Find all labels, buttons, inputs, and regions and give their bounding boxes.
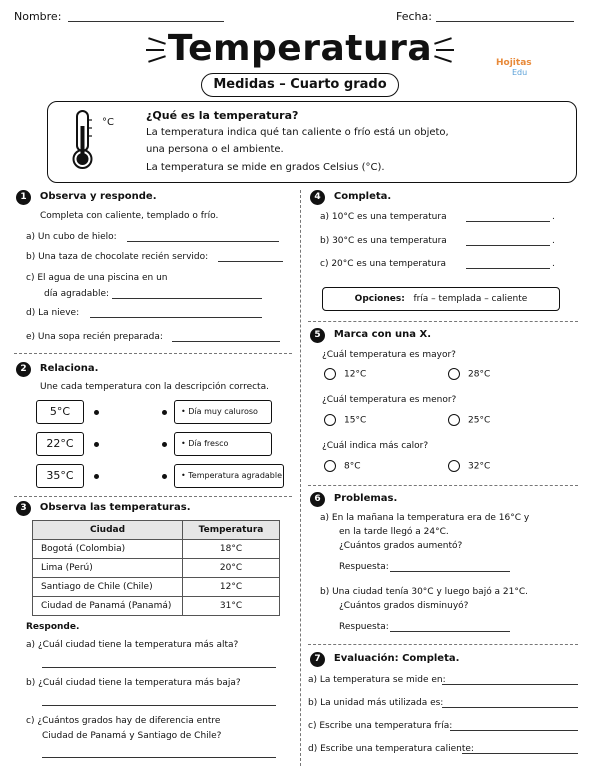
question-a: a) Un cubo de hielo: <box>26 232 117 242</box>
page-subtitle: Medidas – Cuarto grado <box>201 73 399 97</box>
section-3-header <box>16 501 191 516</box>
section-title: Completa. <box>333 191 392 202</box>
intro-line: La temperatura indica qué tan caliente o frío está un objeto, <box>146 127 449 138</box>
section-number: 4 <box>310 190 325 205</box>
question-e: e) Una sopa recién preparada: <box>26 332 163 342</box>
question-b: b) ¿Cuál ciudad tiene la temperatura más baja? <box>26 678 241 688</box>
temp-cell: 20°C <box>183 559 280 578</box>
problem-a: a) En la mañana la temperatura era de 16°C y <box>320 513 530 523</box>
problem-b: b) Una ciudad tenía 30°C y luego bajó a 21°C. <box>320 587 529 597</box>
question-a: a) 10°C es una temperatura <box>320 212 447 222</box>
question-c-cont: Ciudad de Panamá y Santiago de Chile? <box>42 731 222 741</box>
question-b: b) La unidad más utilizada es: <box>308 698 444 708</box>
table-header: Ciudad <box>33 521 183 540</box>
period: . <box>552 236 555 246</box>
match-dot[interactable] <box>94 442 99 447</box>
question-d: d) La nieve: <box>26 308 80 318</box>
page-title: Temperatura <box>167 28 433 69</box>
section-divider <box>308 321 578 322</box>
section-title: Observa las temperaturas. <box>39 502 191 513</box>
city-cell: Bogotá (Colombia) <box>33 540 183 559</box>
instruction: Une cada temperatura con la descripción correcta. <box>40 382 269 392</box>
column-divider <box>300 190 301 766</box>
problem-b-question: ¿Cuántos grados disminuyó? <box>339 601 469 611</box>
intro-line: La temperatura se mide en grados Celsius (°C). <box>146 162 385 173</box>
radio-circle[interactable] <box>324 414 336 426</box>
answer-line[interactable] <box>466 236 550 246</box>
section-4-header <box>310 190 391 205</box>
section-title: Marca con una X. <box>333 329 432 340</box>
period: . <box>552 212 555 222</box>
question: ¿Cuál indica más calor? <box>322 441 429 451</box>
table-row <box>33 559 280 578</box>
name-label: Nombre: <box>14 10 62 23</box>
match-dot[interactable] <box>162 474 167 479</box>
problem-a-cont: en la tarde llegó a 24°C. <box>339 527 449 537</box>
section-7-header <box>310 652 459 667</box>
choice[interactable]: 15°C <box>324 414 366 426</box>
question-b: b) 30°C es una temperatura <box>320 236 447 246</box>
match-dot[interactable] <box>162 442 167 447</box>
question-a: a) ¿Cuál ciudad tiene la temperatura más alta? <box>26 640 239 650</box>
description-box: • Día muy caluroso <box>174 400 272 424</box>
intro-question: ¿Qué es la temperatura? <box>146 109 299 122</box>
section-divider <box>14 496 292 497</box>
answer-line[interactable] <box>218 252 283 262</box>
table-header: Temperatura <box>183 521 280 540</box>
question-a: a) La temperatura se mide en: <box>308 675 446 685</box>
description-box: • Día fresco <box>174 432 272 456</box>
answer-label: Respuesta: <box>339 562 389 572</box>
temp-cell: 31°C <box>183 597 280 616</box>
instruction: Completa con caliente, templado o frío. <box>40 211 219 221</box>
answer-line[interactable] <box>390 622 510 632</box>
section-divider <box>308 485 578 486</box>
radio-circle[interactable] <box>324 368 336 380</box>
answer-line[interactable] <box>42 748 276 758</box>
section-6-header <box>310 492 397 507</box>
section-number: 2 <box>16 362 31 377</box>
radio-circle[interactable] <box>448 414 460 426</box>
choice[interactable]: 12°C <box>324 368 366 380</box>
temp-cell: 12°C <box>183 578 280 597</box>
answer-line[interactable] <box>112 289 262 299</box>
radio-circle[interactable] <box>448 368 460 380</box>
question-c: c) Escribe una temperatura fría: <box>308 721 453 731</box>
question: ¿Cuál temperatura es menor? <box>322 395 457 405</box>
temp-cell: 18°C <box>183 540 280 559</box>
temperature-box: 35°C <box>36 464 84 488</box>
section-divider <box>308 644 578 645</box>
match-dot[interactable] <box>162 410 167 415</box>
section-divider <box>14 353 292 354</box>
answer-label: Respuesta: <box>339 622 389 632</box>
table-row <box>33 597 280 616</box>
answer-line[interactable] <box>127 232 279 242</box>
city-cell: Lima (Perú) <box>33 559 183 578</box>
section-5-header <box>310 328 431 343</box>
choice[interactable]: 8°C <box>324 460 361 472</box>
radio-circle[interactable] <box>324 460 336 472</box>
section-title: Evaluación: Completa. <box>333 653 460 664</box>
section-title: Problemas. <box>333 493 398 504</box>
options-box <box>322 287 560 311</box>
question-c-cont: día agradable: <box>44 289 110 299</box>
section-number: 6 <box>310 492 325 507</box>
radio-circle[interactable] <box>448 460 460 472</box>
match-dot[interactable] <box>94 474 99 479</box>
city-cell: Ciudad de Panamá (Panamá) <box>33 597 183 616</box>
answer-line[interactable] <box>450 721 578 731</box>
answer-line[interactable] <box>42 658 276 668</box>
answer-line[interactable] <box>442 675 578 685</box>
problem-a-question: ¿Cuántos grados aumentó? <box>339 541 463 551</box>
section-number: 5 <box>310 328 325 343</box>
answer-line[interactable] <box>462 744 578 754</box>
table-row <box>33 540 280 559</box>
period: . <box>552 259 555 269</box>
question-b: b) Una taza de chocolate recién servido: <box>26 252 209 262</box>
answer-line[interactable] <box>42 696 276 706</box>
options-label: Opciones: <box>354 294 405 304</box>
section-number: 3 <box>16 501 31 516</box>
city-cell: Santiago de Chile (Chile) <box>33 578 183 597</box>
question-c: c) ¿Cuántos grados hay de diferencia entre <box>26 716 221 726</box>
question-c: c) 20°C es una temperatura <box>320 259 447 269</box>
answer-line[interactable] <box>442 698 578 708</box>
section-number: 1 <box>16 190 31 205</box>
section-title: Relaciona. <box>39 363 99 374</box>
choice[interactable]: 28°C <box>448 368 490 380</box>
description-box: • Temperatura agradable <box>174 464 284 488</box>
answer-line[interactable] <box>466 259 550 269</box>
date-field[interactable] <box>436 12 574 22</box>
logo-sub: Edu <box>512 68 528 77</box>
section-number: 7 <box>310 652 325 667</box>
section-2-header <box>16 362 98 377</box>
answer-line[interactable] <box>172 332 280 342</box>
section-title: Observa y responde. <box>39 191 157 202</box>
temperature-box: 22°C <box>36 432 84 456</box>
answer-line[interactable] <box>390 562 510 572</box>
answer-line[interactable] <box>90 308 262 318</box>
temperature-table <box>32 520 280 616</box>
date-label: Fecha: <box>396 10 432 23</box>
temperature-box: 5°C <box>36 400 84 424</box>
section-1-header <box>16 190 157 205</box>
celsius-unit: °C <box>102 117 114 128</box>
table-row <box>33 578 280 597</box>
options-list: fría – templada – caliente <box>413 294 528 304</box>
responde-label: Responde. <box>26 622 80 632</box>
thermometer-icon <box>66 108 98 172</box>
name-field[interactable] <box>68 12 224 22</box>
match-dot[interactable] <box>94 410 99 415</box>
choice[interactable]: 32°C <box>448 460 490 472</box>
intro-line: una persona o el ambiente. <box>146 144 284 155</box>
question: ¿Cuál temperatura es mayor? <box>322 350 456 360</box>
answer-line[interactable] <box>466 212 550 222</box>
question-c: c) El agua de una piscina en un <box>26 273 168 283</box>
logo: Hojitas <box>496 58 532 68</box>
question-d: d) Escribe una temperatura caliente: <box>308 744 474 754</box>
choice[interactable]: 25°C <box>448 414 490 426</box>
